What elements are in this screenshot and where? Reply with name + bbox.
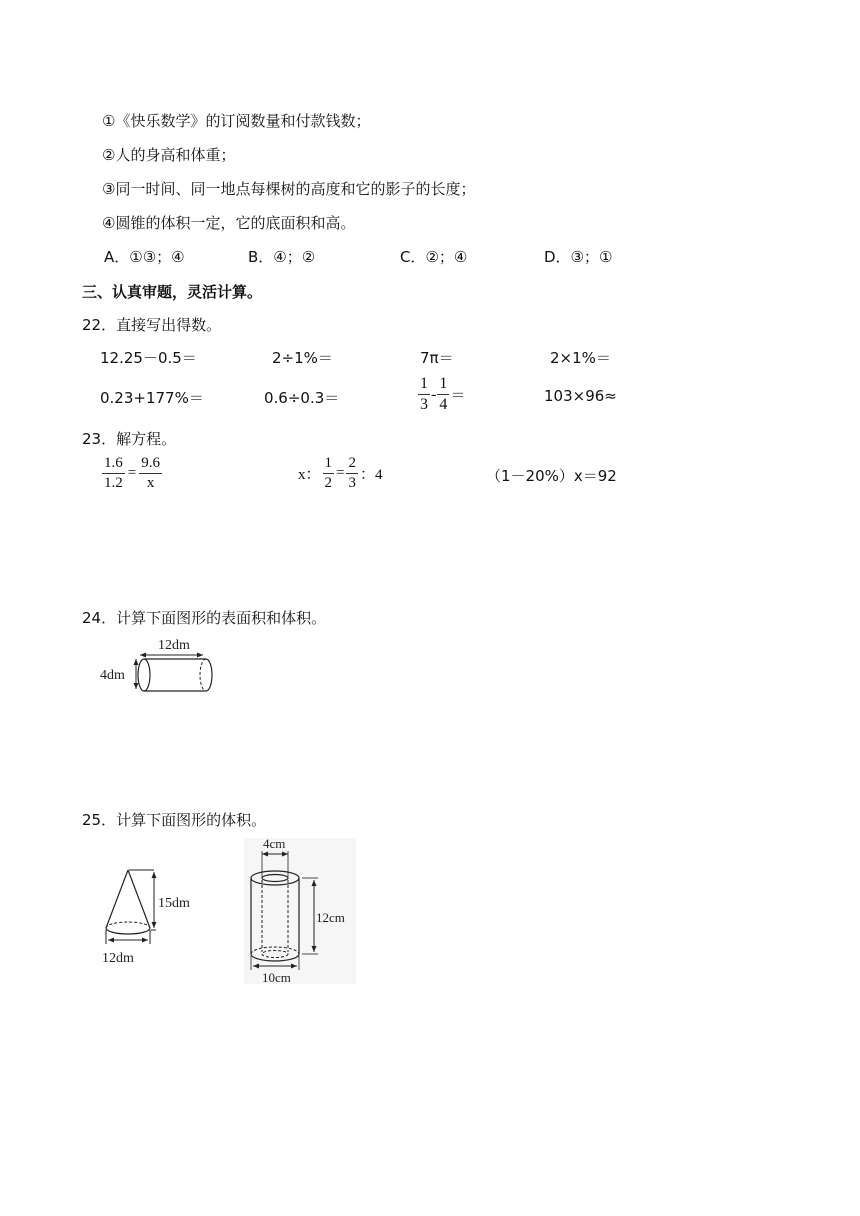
q21-option-d: D．③；① [544,248,613,266]
numerator: 1.6 [102,456,125,474]
denominator: x [146,475,155,491]
fraction-right [139,456,162,491]
prefix: x： [298,467,321,483]
section-3-heading: 三、认真审题，灵活计算。 [82,283,263,301]
equals-sign: ＝ [450,386,466,404]
q21-item-4: ④圆锥的体积一定，它的底面积和高。 [102,214,356,232]
q22-fraction-expression [418,376,465,413]
fraction-left [102,456,125,491]
numerator: 2 [346,456,358,474]
q22-expr-6: 0.6÷0.3＝ [264,389,340,407]
q21-option-c: C．②；④ [400,248,468,266]
q21-item-1: ①《快乐数学》的订阅数量和付款钱数； [102,112,371,130]
q24-title: 24．计算下面图形的表面积和体积。 [82,609,327,627]
q21-item-3: ③同一时间、同一地点每棵树的高度和它的影子的长度； [102,180,476,198]
denominator: 3 [420,396,428,413]
tube-drawing [244,838,356,984]
denominator: 2 [324,475,333,491]
fraction-one-third [418,376,430,413]
q23-equation-3: （1－20%）x＝92 [486,467,617,485]
cylinder-drawing [96,634,216,696]
q21-option-a: A．①③；④ [104,248,185,266]
cone-figure [98,838,208,968]
q22-title: 22．直接写出得数。 [82,316,222,334]
q25-title: 25．计算下面图形的体积。 [82,811,267,829]
fraction-left [323,456,335,491]
minus-sign: - [431,385,437,403]
q23-equation-1 [102,456,162,491]
cone-drawing [98,838,208,968]
outer-diameter-label: 10cm [262,970,291,984]
denominator: 1.2 [104,475,123,491]
equals-sign: = [127,465,137,481]
numerator: 1 [418,376,430,395]
cylinder-figure [96,634,216,696]
length-label: 12dm [158,638,190,653]
cone-diameter-label: 12dm [102,951,134,966]
suffix: ：4 [359,467,383,483]
fraction-one-fourth [437,376,449,413]
q22-expr-8: 103×96≈ [544,387,617,405]
denominator: 3 [348,475,356,491]
tube-figure [244,838,356,984]
q22-expr-1: 12.25－0.5＝ [100,349,197,367]
numerator: 1 [437,376,449,395]
tube-height-label: 12cm [316,910,345,925]
diameter-label: 4dm [100,668,125,683]
numerator: 1 [323,456,335,474]
numerator: 9.6 [139,456,162,474]
denominator: 4 [439,396,448,413]
q21-option-b: B．④；② [248,248,316,266]
q23-title: 23．解方程。 [82,430,177,448]
fraction-right [346,456,358,491]
q22-expr-2: 2÷1%＝ [272,349,333,367]
q22-expr-3: 7π＝ [420,349,454,367]
equals-sign: = [336,465,345,481]
inner-diameter-label: 4cm [263,838,286,851]
q21-item-2: ②人的身高和体重； [102,146,236,164]
q22-expr-4: 2×1%＝ [550,349,611,367]
q23-equation-2 [298,456,383,491]
cone-height-label: 15dm [158,896,190,911]
q22-expr-5: 0.23+177%＝ [100,389,204,407]
